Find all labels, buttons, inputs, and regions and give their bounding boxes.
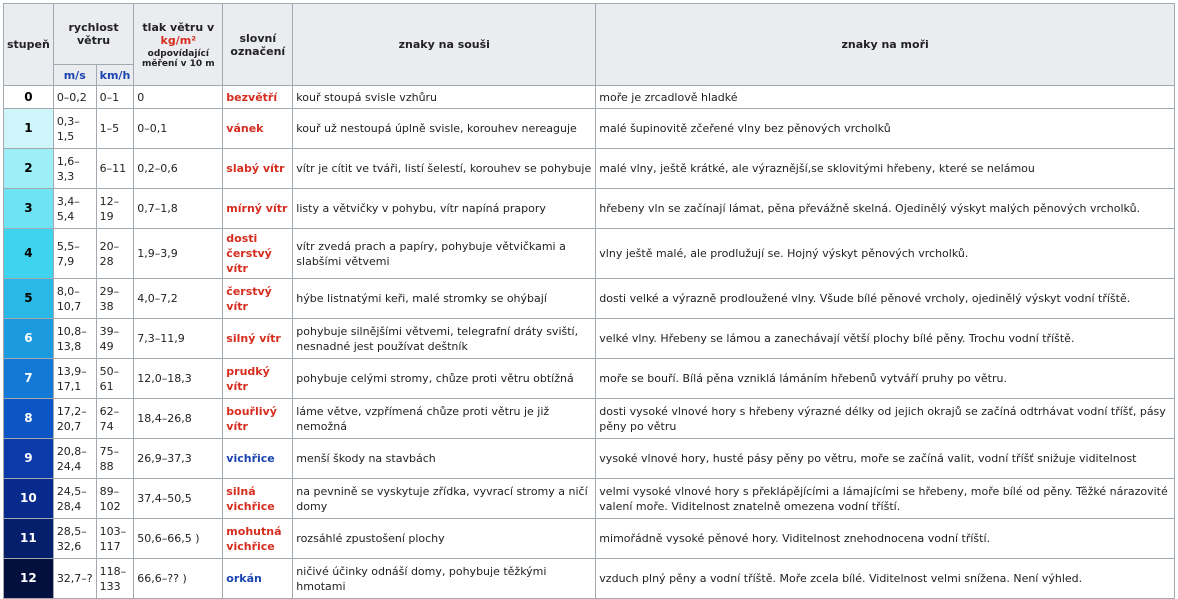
speed-kmh-cell: 103–117: [96, 519, 134, 559]
level-cell: 1: [4, 109, 54, 149]
sea-signs-cell: velmi vysoké vlnové hory s překlápějícími a lámajícími se hřebeny, moře bílé od pěny. Těžké nárazovité valení moře. Viditelnost znatelně omezena vodní tříští.: [596, 479, 1175, 519]
land-signs-cell: vítr je cítit ve tváři, listí šelestí, korouhev se pohybuje: [293, 149, 596, 189]
level-cell: 10: [4, 479, 54, 519]
pressure-cell: 0–0,1: [134, 109, 223, 149]
speed-ms-cell: 0–0,2: [53, 86, 96, 109]
land-signs-cell: ničivé účinky odnáší domy, pohybuje těžkými hmotami: [293, 559, 596, 599]
level-cell: 3: [4, 189, 54, 229]
name-cell: orkán: [223, 559, 293, 599]
speed-kmh-cell: 50–61: [96, 359, 134, 399]
land-signs-cell: kouř už nestoupá úplně svisle, korouhev nereaguje: [293, 109, 596, 149]
name-cell: mírný vítr: [223, 189, 293, 229]
name-cell: mohutná vichřice: [223, 519, 293, 559]
header-level: stupeň: [4, 4, 54, 86]
header-unit-ms: m/s: [53, 65, 96, 86]
sea-signs-cell: moře se bouří. Bílá pěna vzniklá lámáním hřebenů vytváří pruhy po větru.: [596, 359, 1175, 399]
pressure-cell: 4,0–7,2: [134, 279, 223, 319]
name-cell: slabý vítr: [223, 149, 293, 189]
table-row: [4, 439, 1175, 479]
name-cell: bezvětří: [223, 86, 293, 109]
table-row: [4, 559, 1175, 599]
sea-signs-cell: vysoké vlnové hory, husté pásy pěny po větru, moře se začíná valit, vodní tříšť snižuje viditelnost: [596, 439, 1175, 479]
speed-ms-cell: 0,3–1,5: [53, 109, 96, 149]
sea-signs-cell: vlny ještě malé, ale prodlužují se. Hojný výskyt pěnových vrcholků.: [596, 229, 1175, 279]
pressure-cell: 7,3–11,9: [134, 319, 223, 359]
name-cell: silná vichřice: [223, 479, 293, 519]
table-row: [4, 229, 1175, 279]
table-row: [4, 319, 1175, 359]
level-cell: 5: [4, 279, 54, 319]
land-signs-cell: na pevnině se vyskytuje zřídka, vyvrací stromy a ničí domy: [293, 479, 596, 519]
header-pressure-label: tlak větru v: [142, 20, 215, 34]
header-name: slovní označení: [223, 4, 293, 86]
header-land: znaky na souši: [293, 4, 596, 86]
land-signs-cell: hýbe listnatými keři, malé stromky se ohýbají: [293, 279, 596, 319]
level-cell: 8: [4, 399, 54, 439]
table-row: [4, 109, 1175, 149]
header-pressure: [134, 4, 223, 86]
table-row: [4, 519, 1175, 559]
header-speed: rychlost větru: [53, 4, 133, 65]
speed-kmh-cell: 118–133: [96, 559, 134, 599]
pressure-cell: 12,0–18,3: [134, 359, 223, 399]
speed-kmh-cell: 62–74: [96, 399, 134, 439]
speed-kmh-cell: 29–38: [96, 279, 134, 319]
land-signs-cell: kouř stoupá svisle vzhůru: [293, 86, 596, 109]
level-cell: 7: [4, 359, 54, 399]
level-cell: 6: [4, 319, 54, 359]
table-row: [4, 359, 1175, 399]
name-cell: vánek: [223, 109, 293, 149]
speed-ms-cell: 1,6–3,3: [53, 149, 96, 189]
level-cell: 0: [4, 86, 54, 109]
name-cell: dosti čerstvý vítr: [223, 229, 293, 279]
header-unit-kmh: km/h: [96, 65, 134, 86]
name-cell: vichřice: [223, 439, 293, 479]
pressure-cell: 26,9–37,3: [134, 439, 223, 479]
land-signs-cell: pohybuje celými stromy, chůze proti větru obtížná: [293, 359, 596, 399]
sea-signs-cell: velké vlny. Hřebeny se lámou a zanechávají větší plochy bílé pěny. Trochu vodní tříště.: [596, 319, 1175, 359]
level-cell: 4: [4, 229, 54, 279]
sea-signs-cell: moře je zrcadlově hladké: [596, 86, 1175, 109]
pressure-cell: 1,9–3,9: [134, 229, 223, 279]
level-cell: 12: [4, 559, 54, 599]
pressure-cell: 18,4–26,8: [134, 399, 223, 439]
speed-kmh-cell: 89–102: [96, 479, 134, 519]
name-cell: silný vítr: [223, 319, 293, 359]
land-signs-cell: láme větve, vzpřímená chůze proti větru je již nemožná: [293, 399, 596, 439]
speed-kmh-cell: 12–19: [96, 189, 134, 229]
land-signs-cell: vítr zvedá prach a papíry, pohybuje větvičkami a slabšími větvemi: [293, 229, 596, 279]
pressure-cell: 0,2–0,6: [134, 149, 223, 189]
level-cell: 11: [4, 519, 54, 559]
header-sea: znaky na moři: [596, 4, 1175, 86]
level-cell: 2: [4, 149, 54, 189]
beaufort-scale-table: [3, 3, 1175, 599]
sea-signs-cell: dosti velké a výrazně prodloužené vlny. Všude bílé pěnové vrcholy, ojedinělý výskyt vodní tříště.: [596, 279, 1175, 319]
sea-signs-cell: vzduch plný pěny a vodní tříště. Moře zcela bílé. Viditelnost velmi snížena. Není výhled.: [596, 559, 1175, 599]
header-pressure-unit: kg/m²: [160, 33, 197, 47]
land-signs-cell: listy a větvičky v pohybu, vítr napíná prapory: [293, 189, 596, 229]
speed-ms-cell: 10,8–13,8: [53, 319, 96, 359]
speed-kmh-cell: 39–49: [96, 319, 134, 359]
table-row: [4, 86, 1175, 109]
land-signs-cell: menší škody na stavbách: [293, 439, 596, 479]
table-row: [4, 479, 1175, 519]
sea-signs-cell: malé šupinovitě zčeřené vlny bez pěnových vrcholků: [596, 109, 1175, 149]
table-row: [4, 189, 1175, 229]
name-cell: čerstvý vítr: [223, 279, 293, 319]
table-row: [4, 279, 1175, 319]
pressure-cell: 0,7–1,8: [134, 189, 223, 229]
speed-ms-cell: 17,2–20,7: [53, 399, 96, 439]
speed-kmh-cell: 6–11: [96, 149, 134, 189]
speed-kmh-cell: 0–1: [96, 86, 134, 109]
land-signs-cell: pohybuje silnějšími větvemi, telegrafní dráty sviští, nesnadné jest používat deštník: [293, 319, 596, 359]
speed-ms-cell: 8,0–10,7: [53, 279, 96, 319]
table-row: [4, 149, 1175, 189]
pressure-cell: 0: [134, 86, 223, 109]
speed-ms-cell: 13,9–17,1: [53, 359, 96, 399]
level-cell: 9: [4, 439, 54, 479]
speed-kmh-cell: 20–28: [96, 229, 134, 279]
speed-ms-cell: 3,4–5,4: [53, 189, 96, 229]
pressure-cell: 37,4–50,5: [134, 479, 223, 519]
sea-signs-cell: mimořádně vysoké pěnové hory. Viditelnost znehodnocena vodní tříští.: [596, 519, 1175, 559]
name-cell: bouřlivý vítr: [223, 399, 293, 439]
sea-signs-cell: dosti vysoké vlnové hory s hřebeny výrazné délky od jejich okrajů se začíná odtrhávat vodní tříšť, pásy pěny po větru: [596, 399, 1175, 439]
land-signs-cell: rozsáhlé zpustošení plochy: [293, 519, 596, 559]
name-cell: prudký vítr: [223, 359, 293, 399]
pressure-cell: 50,6–66,5 ): [134, 519, 223, 559]
speed-ms-cell: 24,5–28,4: [53, 479, 96, 519]
speed-ms-cell: 32,7–?: [53, 559, 96, 599]
sea-signs-cell: hřebeny vln se začínají lámat, pěna převážně skelná. Ojedinělý výskyt malých pěnových vrcholků.: [596, 189, 1175, 229]
sea-signs-cell: malé vlny, ještě krátké, ale výraznější,se sklovitými hřebeny, které se nelámou: [596, 149, 1175, 189]
speed-kmh-cell: 1–5: [96, 109, 134, 149]
table-row: [4, 399, 1175, 439]
speed-ms-cell: 20,8–24,4: [53, 439, 96, 479]
pressure-cell: 66,6–?? ): [134, 559, 223, 599]
header-pressure-note: odpovídající měření v 10 m: [141, 48, 215, 69]
speed-ms-cell: 5,5–7,9: [53, 229, 96, 279]
speed-ms-cell: 28,5–32,6: [53, 519, 96, 559]
speed-kmh-cell: 75–88: [96, 439, 134, 479]
